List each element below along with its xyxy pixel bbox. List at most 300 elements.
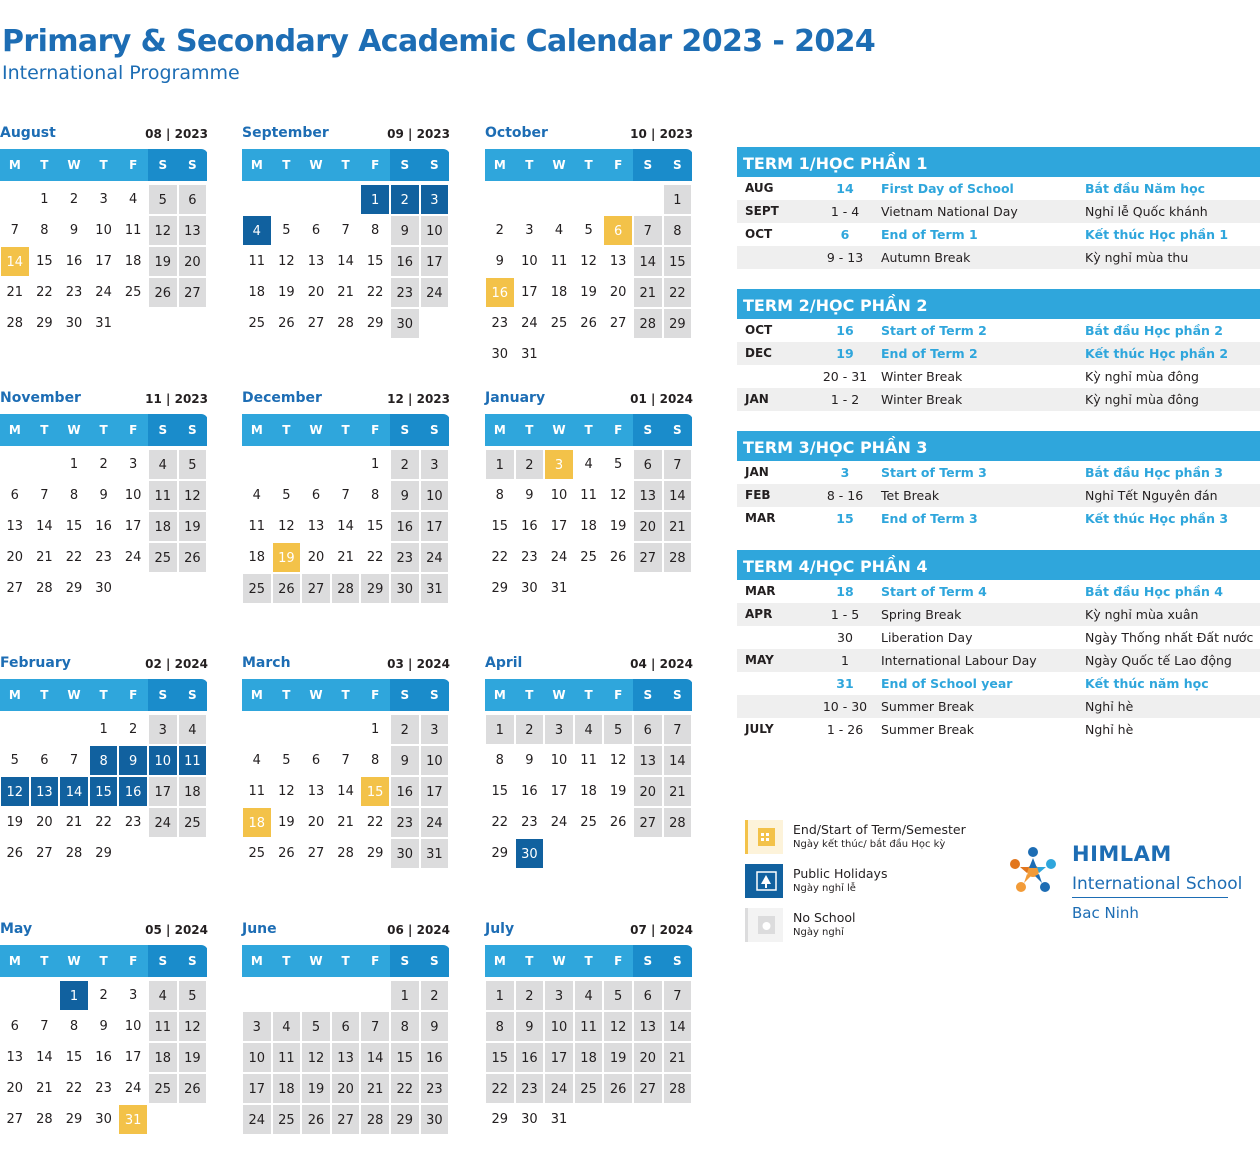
day-cell: 17 bbox=[95, 254, 112, 269]
day-cell: 26 bbox=[178, 542, 208, 573]
day-cell: 15 bbox=[36, 254, 53, 269]
month-name: May bbox=[0, 921, 33, 937]
day-cell: 28 bbox=[633, 308, 663, 339]
day-cell: 17 bbox=[420, 246, 450, 277]
month-name: June bbox=[242, 921, 277, 937]
weekday-label: S bbox=[178, 149, 208, 181]
weekday-label: W bbox=[544, 149, 574, 181]
day-cell: 2 bbox=[99, 457, 108, 472]
day-cell: 19 bbox=[272, 542, 302, 573]
day-cell: 7 bbox=[341, 753, 350, 768]
term-section bbox=[737, 550, 1260, 741]
empty-cell bbox=[30, 714, 60, 745]
term-row bbox=[737, 649, 1260, 672]
weekday-label: S bbox=[663, 945, 693, 977]
day-cell: 28 bbox=[65, 846, 83, 861]
term-row-event: End of Term 2 bbox=[881, 346, 978, 361]
term-row-date: 1 - 4 bbox=[830, 204, 860, 219]
day-cell: 14 bbox=[663, 1011, 693, 1042]
weekday-label: W bbox=[59, 149, 89, 181]
day-cell: 18 bbox=[580, 784, 597, 799]
day-cell: 25 bbox=[178, 807, 208, 838]
day-cell: 20 bbox=[331, 1073, 361, 1104]
weekday-label: W bbox=[301, 414, 331, 446]
day-cell: 9 bbox=[69, 223, 79, 238]
day-cell: 24 bbox=[550, 550, 568, 565]
weekday-label: T bbox=[331, 414, 361, 446]
day-cell: 17 bbox=[420, 776, 450, 807]
day-cell: 8 bbox=[485, 1011, 515, 1042]
weekday-label: S bbox=[663, 149, 693, 181]
day-cell: 3 bbox=[148, 714, 178, 745]
month-july bbox=[485, 922, 693, 1135]
weekday-label: T bbox=[331, 149, 361, 181]
empty-cell bbox=[272, 449, 302, 480]
term-row bbox=[737, 177, 1260, 200]
day-cell: 16 bbox=[95, 519, 112, 534]
day-cell: 20 bbox=[633, 776, 663, 807]
day-cell: 2 bbox=[390, 714, 420, 745]
term-row-date: 31 bbox=[836, 676, 854, 691]
day-cell: 28 bbox=[663, 807, 693, 838]
weekday-header bbox=[485, 679, 693, 711]
day-cell: 16 bbox=[118, 776, 148, 807]
day-cell: 28 bbox=[331, 573, 361, 604]
weekday-label: F bbox=[360, 945, 390, 977]
weekday-label: S bbox=[633, 414, 663, 446]
day-cell: 31 bbox=[118, 1104, 148, 1135]
day-cell: 27 bbox=[307, 846, 325, 861]
day-cell: 12 bbox=[0, 776, 30, 807]
day-cell: 7 bbox=[633, 215, 663, 246]
day-cell: 29 bbox=[366, 846, 384, 861]
term-row-month: MAR bbox=[745, 584, 776, 598]
weekday-label: W bbox=[301, 149, 331, 181]
day-cell: 17 bbox=[544, 1042, 574, 1073]
month-september bbox=[242, 126, 450, 339]
term-table bbox=[737, 147, 1260, 761]
day-cell: 17 bbox=[521, 285, 538, 300]
day-grid bbox=[0, 184, 208, 339]
day-cell: 12 bbox=[178, 1011, 208, 1042]
term-section bbox=[737, 147, 1260, 269]
day-cell: 2 bbox=[515, 449, 545, 480]
day-cell: 25 bbox=[574, 1073, 604, 1104]
day-cell: 31 bbox=[420, 573, 450, 604]
logo-subtitle: International School bbox=[1072, 874, 1243, 894]
day-cell: 30 bbox=[95, 581, 112, 596]
day-cell: 22 bbox=[366, 815, 384, 830]
month-march bbox=[242, 656, 450, 869]
weekday-label: W bbox=[59, 679, 89, 711]
term-row-date: 15 bbox=[836, 511, 854, 526]
day-cell: 11 bbox=[248, 519, 266, 534]
weekday-label: M bbox=[485, 149, 515, 181]
weekday-label: T bbox=[30, 414, 60, 446]
weekday-header bbox=[242, 945, 450, 977]
day-cell: 21 bbox=[663, 511, 693, 542]
weekday-label: S bbox=[148, 945, 178, 977]
day-cell: 17 bbox=[148, 776, 178, 807]
day-cell: 30 bbox=[65, 316, 83, 331]
day-cell: 20 bbox=[307, 285, 325, 300]
day-cell: 28 bbox=[337, 846, 354, 861]
day-cell: 19 bbox=[609, 519, 627, 534]
day-cell: 20 bbox=[178, 246, 208, 277]
month-august bbox=[0, 126, 208, 339]
weekday-label: T bbox=[515, 679, 545, 711]
term-row-event: Start of Term 4 bbox=[881, 584, 987, 599]
term-row-vietnamese: Nghỉ hè bbox=[1085, 699, 1134, 714]
day-cell: 13 bbox=[633, 480, 663, 511]
term-title: TERM 2/HỌC PHẦN 2 bbox=[737, 289, 1260, 319]
month-name: April bbox=[485, 655, 523, 671]
day-cell: 7 bbox=[40, 1019, 49, 1034]
term-row-date: 16 bbox=[836, 323, 854, 338]
day-cell: 20 bbox=[633, 1042, 663, 1073]
day-cell: 5 bbox=[148, 184, 178, 215]
empty-cell bbox=[30, 980, 60, 1011]
day-cell: 30 bbox=[95, 1112, 112, 1127]
weekday-label: W bbox=[59, 945, 89, 977]
weekday-label: W bbox=[301, 945, 331, 977]
day-cell: 27 bbox=[633, 1073, 663, 1104]
day-cell: 24 bbox=[242, 1104, 272, 1135]
month-name: January bbox=[485, 390, 546, 406]
day-cell: 18 bbox=[248, 550, 266, 565]
day-cell: 27 bbox=[633, 807, 663, 838]
day-cell: 8 bbox=[69, 1019, 79, 1034]
term-row-date: 20 - 31 bbox=[822, 369, 868, 384]
day-cell: 26 bbox=[278, 316, 295, 331]
empty-cell bbox=[301, 184, 331, 215]
term-row-vietnamese: Kết thúc Học phần 3 bbox=[1085, 511, 1229, 526]
day-cell: 27 bbox=[307, 316, 325, 331]
legend-label: End/Start of Term/Semester bbox=[793, 822, 966, 837]
day-cell: 16 bbox=[420, 1042, 450, 1073]
term-row bbox=[737, 672, 1260, 695]
day-cell: 12 bbox=[580, 254, 597, 269]
month-october bbox=[485, 126, 693, 370]
day-cell: 29 bbox=[95, 846, 112, 861]
weekday-label: S bbox=[420, 945, 450, 977]
day-cell: 28 bbox=[36, 581, 53, 596]
day-cell: 30 bbox=[390, 838, 420, 869]
day-cell: 23 bbox=[515, 1073, 545, 1104]
logo-name: HIMLAM bbox=[1072, 842, 1172, 866]
day-grid bbox=[0, 980, 208, 1135]
weekday-label: S bbox=[390, 679, 420, 711]
day-cell: 18 bbox=[580, 519, 597, 534]
weekday-label: S bbox=[633, 945, 663, 977]
day-cell: 27 bbox=[178, 277, 208, 308]
weekday-label: M bbox=[0, 945, 30, 977]
day-cell: 10 bbox=[148, 745, 178, 776]
day-cell: 6 bbox=[10, 488, 19, 503]
day-cell: 24 bbox=[420, 807, 450, 838]
term-row-date: 1 - 5 bbox=[830, 607, 860, 622]
day-cell: 10 bbox=[124, 1019, 142, 1034]
term-row-vietnamese: Kỳ nghỉ mùa xuân bbox=[1085, 607, 1199, 622]
day-cell: 15 bbox=[491, 519, 509, 534]
day-cell: 29 bbox=[491, 846, 509, 861]
day-cell: 11 bbox=[574, 1011, 604, 1042]
day-cell: 9 bbox=[118, 745, 148, 776]
term-row-date: 1 - 2 bbox=[830, 392, 860, 407]
day-cell: 11 bbox=[550, 254, 568, 269]
month-header bbox=[242, 922, 450, 940]
weekday-label: T bbox=[272, 679, 302, 711]
weekday-label: T bbox=[89, 945, 119, 977]
term-row-month: SEPT bbox=[745, 204, 779, 218]
day-cell: 23 bbox=[95, 550, 112, 565]
day-cell: 7 bbox=[663, 449, 693, 480]
day-cell: 6 bbox=[633, 980, 663, 1011]
weekday-label: W bbox=[301, 679, 331, 711]
day-cell: 7 bbox=[663, 980, 693, 1011]
day-cell: 1 bbox=[69, 457, 79, 472]
weekday-label: W bbox=[544, 414, 574, 446]
day-cell: 11 bbox=[580, 753, 597, 768]
day-grid bbox=[242, 714, 450, 869]
day-cell: 21 bbox=[6, 285, 24, 300]
day-cell: 27 bbox=[609, 316, 627, 331]
day-cell: 18 bbox=[550, 285, 568, 300]
weekday-label: F bbox=[360, 414, 390, 446]
day-cell: 30 bbox=[521, 1112, 538, 1127]
day-cell: 21 bbox=[36, 1081, 53, 1096]
term-row bbox=[737, 246, 1260, 269]
day-cell: 24 bbox=[521, 316, 538, 331]
day-cell: 12 bbox=[609, 488, 627, 503]
day-cell: 10 bbox=[550, 488, 568, 503]
weekday-label: T bbox=[30, 149, 60, 181]
day-cell: 24 bbox=[420, 277, 450, 308]
weekday-label: M bbox=[485, 679, 515, 711]
month-may bbox=[0, 922, 208, 1135]
day-cell: 23 bbox=[390, 277, 420, 308]
day-cell: 22 bbox=[485, 1073, 515, 1104]
term-row-vietnamese: Bắt đầu Năm học bbox=[1085, 181, 1206, 196]
day-cell: 12 bbox=[278, 784, 295, 799]
day-cell: 19 bbox=[178, 511, 208, 542]
day-cell: 11 bbox=[248, 784, 266, 799]
day-cell: 4 bbox=[242, 215, 272, 246]
day-cell: 22 bbox=[366, 285, 384, 300]
empty-cell bbox=[603, 184, 633, 215]
day-cell: 23 bbox=[390, 542, 420, 573]
empty-cell bbox=[331, 980, 361, 1011]
weekday-label: F bbox=[118, 414, 148, 446]
day-cell: 2 bbox=[515, 714, 545, 745]
day-cell: 18 bbox=[242, 807, 272, 838]
day-cell: 19 bbox=[278, 815, 295, 830]
day-cell: 29 bbox=[366, 316, 384, 331]
day-cell: 4 bbox=[584, 457, 593, 472]
empty-cell bbox=[0, 449, 30, 480]
term-row-vietnamese: Kỳ nghỉ mùa đông bbox=[1085, 392, 1199, 407]
day-cell: 15 bbox=[366, 254, 384, 269]
weekday-header bbox=[485, 945, 693, 977]
day-cell: 20 bbox=[609, 285, 627, 300]
month-name: September bbox=[242, 125, 329, 141]
logo-mark-icon bbox=[1002, 840, 1064, 902]
weekday-label: T bbox=[272, 414, 302, 446]
term-row bbox=[737, 388, 1260, 411]
day-cell: 1 bbox=[485, 449, 515, 480]
day-cell: 25 bbox=[248, 846, 266, 861]
day-cell: 21 bbox=[663, 1042, 693, 1073]
month-april bbox=[485, 656, 693, 869]
term-row-event: Summer Break bbox=[881, 722, 975, 737]
term-row-vietnamese: Nghỉ lễ Quốc khánh bbox=[1085, 204, 1208, 219]
day-cell: 9 bbox=[420, 1011, 450, 1042]
term-row bbox=[737, 507, 1260, 530]
day-cell: 31 bbox=[550, 1112, 568, 1127]
day-cell: 4 bbox=[554, 223, 564, 238]
day-cell: 28 bbox=[36, 1112, 53, 1127]
month-name: February bbox=[0, 655, 71, 671]
day-cell: 29 bbox=[65, 581, 83, 596]
day-cell: 9 bbox=[525, 488, 534, 503]
day-cell: 20 bbox=[6, 550, 24, 565]
day-cell: 29 bbox=[360, 573, 390, 604]
month-code: 09 | 2023 bbox=[387, 127, 450, 141]
day-cell: 22 bbox=[95, 815, 112, 830]
empty-cell bbox=[544, 184, 574, 215]
term-row-date: 30 bbox=[837, 630, 853, 645]
empty-cell bbox=[59, 714, 89, 745]
month-header bbox=[242, 391, 450, 409]
month-code: 02 | 2024 bbox=[145, 657, 208, 671]
day-cell: 1 bbox=[371, 722, 380, 737]
term-row-vietnamese: Nghỉ hè bbox=[1085, 722, 1134, 737]
month-name: November bbox=[0, 390, 81, 406]
empty-cell bbox=[0, 184, 30, 215]
day-cell: 16 bbox=[485, 277, 515, 308]
month-header bbox=[0, 656, 208, 674]
month-code: 07 | 2024 bbox=[630, 923, 693, 937]
day-cell: 26 bbox=[603, 1073, 633, 1104]
empty-cell bbox=[633, 184, 663, 215]
day-cell: 6 bbox=[331, 1011, 361, 1042]
day-cell: 13 bbox=[307, 784, 325, 799]
day-cell: 27 bbox=[633, 542, 663, 573]
day-cell: 22 bbox=[366, 550, 384, 565]
day-cell: 5 bbox=[282, 753, 291, 768]
day-cell: 23 bbox=[95, 1081, 112, 1096]
day-cell: 15 bbox=[89, 776, 119, 807]
weekday-label: T bbox=[89, 149, 119, 181]
day-cell: 31 bbox=[550, 581, 568, 596]
weekday-label: T bbox=[515, 945, 545, 977]
day-cell: 6 bbox=[40, 753, 49, 768]
day-cell: 25 bbox=[248, 316, 266, 331]
day-cell: 14 bbox=[663, 480, 693, 511]
weekday-label: F bbox=[603, 414, 633, 446]
term-row-date: 9 - 13 bbox=[826, 250, 864, 265]
term-row bbox=[737, 603, 1260, 626]
empty-cell bbox=[30, 449, 60, 480]
weekday-label: S bbox=[390, 149, 420, 181]
term-section bbox=[737, 431, 1260, 530]
day-cell: 5 bbox=[178, 980, 208, 1011]
day-cell: 26 bbox=[278, 846, 295, 861]
month-name: December bbox=[242, 390, 322, 406]
term-row-month: JULY bbox=[745, 722, 774, 736]
term-row-event: Summer Break bbox=[881, 699, 975, 714]
weekday-label: F bbox=[603, 945, 633, 977]
empty-cell bbox=[301, 714, 331, 745]
day-cell: 7 bbox=[40, 488, 49, 503]
day-cell: 7 bbox=[360, 1011, 390, 1042]
day-cell: 10 bbox=[420, 480, 450, 511]
day-cell: 26 bbox=[301, 1104, 331, 1135]
day-cell: 12 bbox=[278, 519, 295, 534]
day-cell: 25 bbox=[580, 815, 597, 830]
day-cell: 17 bbox=[420, 511, 450, 542]
day-cell: 23 bbox=[521, 550, 538, 565]
term-row-date: 3 bbox=[840, 465, 850, 480]
day-cell: 3 bbox=[420, 714, 450, 745]
weekday-label: M bbox=[242, 945, 272, 977]
day-cell: 17 bbox=[242, 1073, 272, 1104]
weekday-label: T bbox=[574, 945, 604, 977]
term-row-event: End of Term 3 bbox=[881, 511, 978, 526]
day-cell: 21 bbox=[663, 776, 693, 807]
day-cell: 18 bbox=[574, 1042, 604, 1073]
weekday-label: M bbox=[485, 945, 515, 977]
day-cell: 13 bbox=[331, 1042, 361, 1073]
day-cell: 3 bbox=[129, 988, 138, 1003]
day-grid bbox=[485, 184, 693, 370]
day-cell: 8 bbox=[371, 223, 380, 238]
term-row-month: JAN bbox=[745, 465, 769, 479]
term-row-date: 19 bbox=[836, 346, 854, 361]
empty-cell bbox=[272, 714, 302, 745]
day-cell: 2 bbox=[420, 980, 450, 1011]
day-grid bbox=[485, 714, 693, 869]
term-row-event: Liberation Day bbox=[881, 630, 973, 645]
term-row-month: AUG bbox=[745, 181, 774, 195]
term-row-event: Winter Break bbox=[881, 369, 963, 384]
logo-divider bbox=[1072, 897, 1228, 898]
day-cell: 2 bbox=[129, 722, 138, 737]
term-row bbox=[737, 718, 1260, 741]
term-row bbox=[737, 461, 1260, 484]
day-cell: 30 bbox=[390, 573, 420, 604]
day-cell: 6 bbox=[633, 714, 663, 745]
legend-label: Public Holidays bbox=[793, 866, 888, 881]
day-cell: 19 bbox=[603, 1042, 633, 1073]
term-row-month: OCT bbox=[745, 227, 773, 241]
empty-cell bbox=[0, 714, 30, 745]
term-row-event: Start of Term 2 bbox=[881, 323, 987, 338]
term-section bbox=[737, 289, 1260, 411]
month-code: 12 | 2023 bbox=[387, 392, 450, 406]
empty-cell bbox=[242, 714, 272, 745]
day-cell: 4 bbox=[252, 753, 261, 768]
day-cell: 27 bbox=[36, 846, 53, 861]
weekday-header bbox=[485, 149, 693, 181]
day-cell: 21 bbox=[337, 285, 354, 300]
term-row-vietnamese: Ngày Thống nhất Đất nước bbox=[1085, 630, 1254, 645]
empty-cell bbox=[331, 449, 361, 480]
month-header bbox=[242, 126, 450, 144]
weekday-header bbox=[0, 149, 208, 181]
day-cell: 5 bbox=[603, 714, 633, 745]
day-cell: 13 bbox=[633, 1011, 663, 1042]
